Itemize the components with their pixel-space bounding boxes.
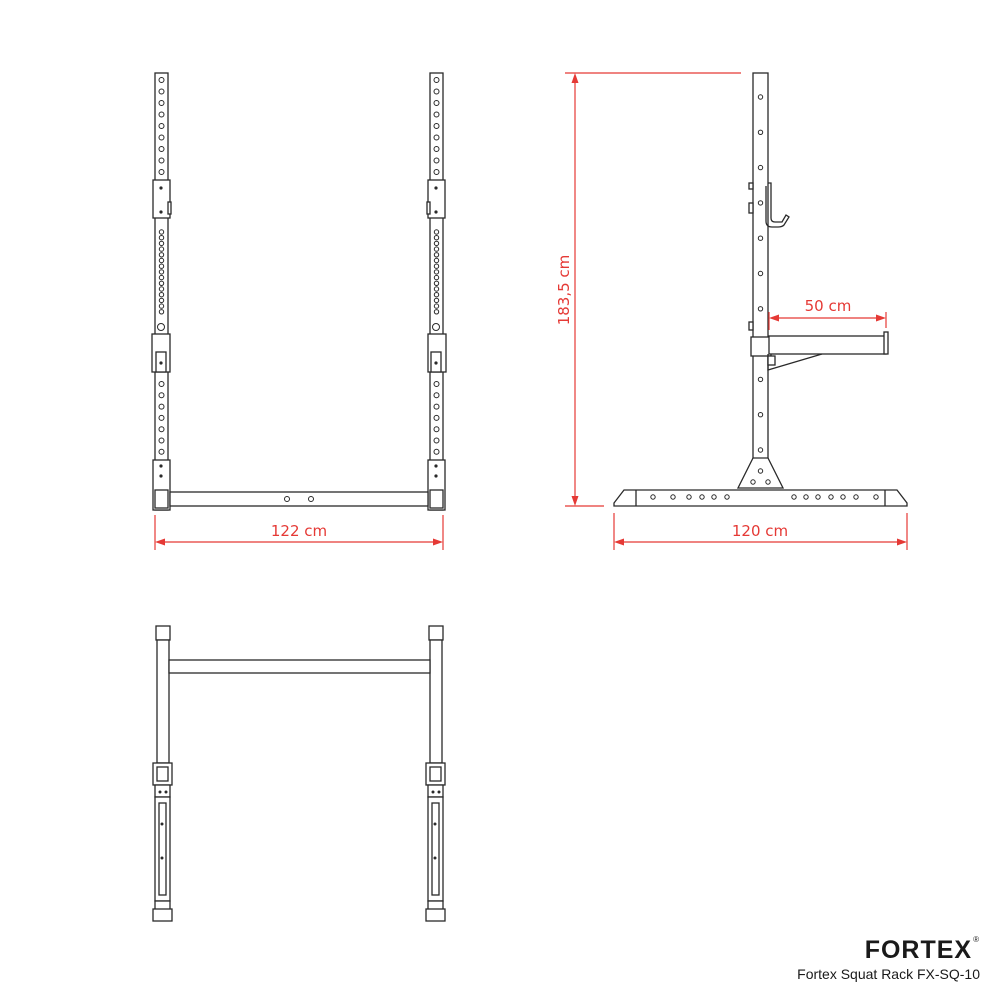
- mounting-hole: [159, 101, 164, 106]
- mounting-hole: [434, 78, 439, 83]
- mounting-hole: [434, 101, 439, 106]
- mounting-hole: [434, 264, 438, 268]
- mounting-hole: [159, 258, 163, 262]
- safety-arm-dimension: [769, 297, 886, 330]
- mounting-hole: [159, 230, 163, 234]
- mounting-hole: [434, 230, 438, 234]
- mounting-hole: [159, 124, 164, 129]
- mounting-hole: [159, 287, 163, 291]
- mounting-hole: [758, 201, 762, 205]
- mounting-hole: [434, 310, 438, 314]
- base-hole: [725, 495, 729, 499]
- mounting-hole: [434, 135, 439, 140]
- mounting-hole: [758, 165, 762, 169]
- mounting-hole: [159, 393, 164, 398]
- mounting-hole: [758, 236, 762, 240]
- mounting-hole: [159, 438, 164, 443]
- mounting-hole: [159, 112, 164, 117]
- base-hole: [712, 495, 716, 499]
- base-hole: [874, 495, 878, 499]
- mounting-hole: [159, 281, 163, 285]
- base-hole: [829, 495, 833, 499]
- mounting-hole: [159, 89, 164, 94]
- side-safety-arm: [749, 322, 888, 370]
- mounting-hole: [758, 130, 762, 134]
- bottom-crossbar: [170, 492, 428, 506]
- mounting-hole: [159, 404, 164, 409]
- mounting-hole: [758, 377, 762, 381]
- mounting-hole: [159, 241, 163, 245]
- base-hole: [687, 495, 691, 499]
- base-hole: [792, 495, 796, 499]
- mounting-hole: [758, 271, 762, 275]
- side-depth-label: 120 cm: [731, 522, 789, 540]
- mounting-hole: [434, 147, 439, 152]
- base-hole: [700, 495, 704, 499]
- mounting-hole: [434, 258, 438, 262]
- side-height-label: 183,5 cm: [555, 254, 573, 326]
- mounting-hole: [159, 298, 163, 302]
- logo-text: FORTEX: [864, 936, 973, 964]
- base-hole: [816, 495, 820, 499]
- mounting-hole: [159, 415, 164, 420]
- mounting-hole: [434, 415, 439, 420]
- mounting-hole: [159, 382, 164, 387]
- base-hole: [854, 495, 858, 499]
- left-upright: [152, 73, 171, 510]
- mounting-hole: [159, 170, 164, 175]
- mounting-hole: [434, 298, 438, 302]
- mounting-hole: [159, 236, 163, 240]
- base-hole: [651, 495, 655, 499]
- top-crossbar: [169, 660, 430, 673]
- side-base-beam: [614, 490, 907, 506]
- mounting-hole: [159, 147, 164, 152]
- mounting-hole: [434, 293, 438, 297]
- mounting-hole: [159, 427, 164, 432]
- mounting-hole: [434, 112, 439, 117]
- base-hole: [804, 495, 808, 499]
- mounting-hole: [434, 404, 439, 409]
- mounting-hole: [159, 310, 163, 314]
- side-view: [555, 73, 907, 550]
- mounting-hole: [434, 158, 439, 163]
- mounting-hole: [434, 89, 439, 94]
- side-depth-dimension: [614, 513, 907, 550]
- front-width-label: 122 cm: [270, 522, 328, 540]
- product-name: Fortex Squat Rack FX-SQ-10: [797, 966, 980, 982]
- mounting-hole: [434, 247, 438, 251]
- base-hole: [841, 495, 845, 499]
- mounting-hole: [159, 304, 163, 308]
- mounting-hole: [434, 393, 439, 398]
- safety-arm-label: 50 cm: [804, 297, 852, 315]
- mounting-hole: [434, 253, 438, 257]
- mounting-hole: [434, 270, 438, 274]
- mounting-hole: [758, 95, 762, 99]
- front-view: [152, 73, 446, 550]
- mounting-hole: [758, 307, 762, 311]
- mounting-hole: [159, 78, 164, 83]
- mounting-hole: [758, 448, 762, 452]
- mounting-hole: [159, 158, 164, 163]
- mounting-hole: [434, 427, 439, 432]
- mounting-hole: [434, 170, 439, 175]
- mounting-hole: [434, 275, 438, 279]
- registered-mark: ®: [973, 935, 980, 944]
- mounting-hole: [434, 438, 439, 443]
- mounting-hole: [159, 275, 163, 279]
- mounting-hole: [159, 449, 164, 454]
- mounting-hole: [434, 382, 439, 387]
- mounting-hole: [434, 124, 439, 129]
- mounting-hole: [159, 247, 163, 251]
- side-height-dimension: [555, 73, 741, 506]
- mounting-hole: [159, 135, 164, 140]
- mounting-hole: [434, 241, 438, 245]
- mounting-hole: [758, 413, 762, 417]
- mounting-hole: [159, 264, 163, 268]
- mounting-hole: [159, 270, 163, 274]
- fortex-logo: [864, 935, 980, 964]
- mounting-hole: [434, 236, 438, 240]
- top-view: [153, 626, 445, 921]
- base-hole: [671, 495, 675, 499]
- mounting-hole: [159, 253, 163, 257]
- mounting-hole: [434, 449, 439, 454]
- front-width-dimension: [155, 515, 443, 550]
- mounting-hole: [159, 293, 163, 297]
- right-upright: [427, 73, 446, 510]
- mounting-hole: [434, 281, 438, 285]
- mounting-hole: [434, 304, 438, 308]
- mounting-hole: [434, 287, 438, 291]
